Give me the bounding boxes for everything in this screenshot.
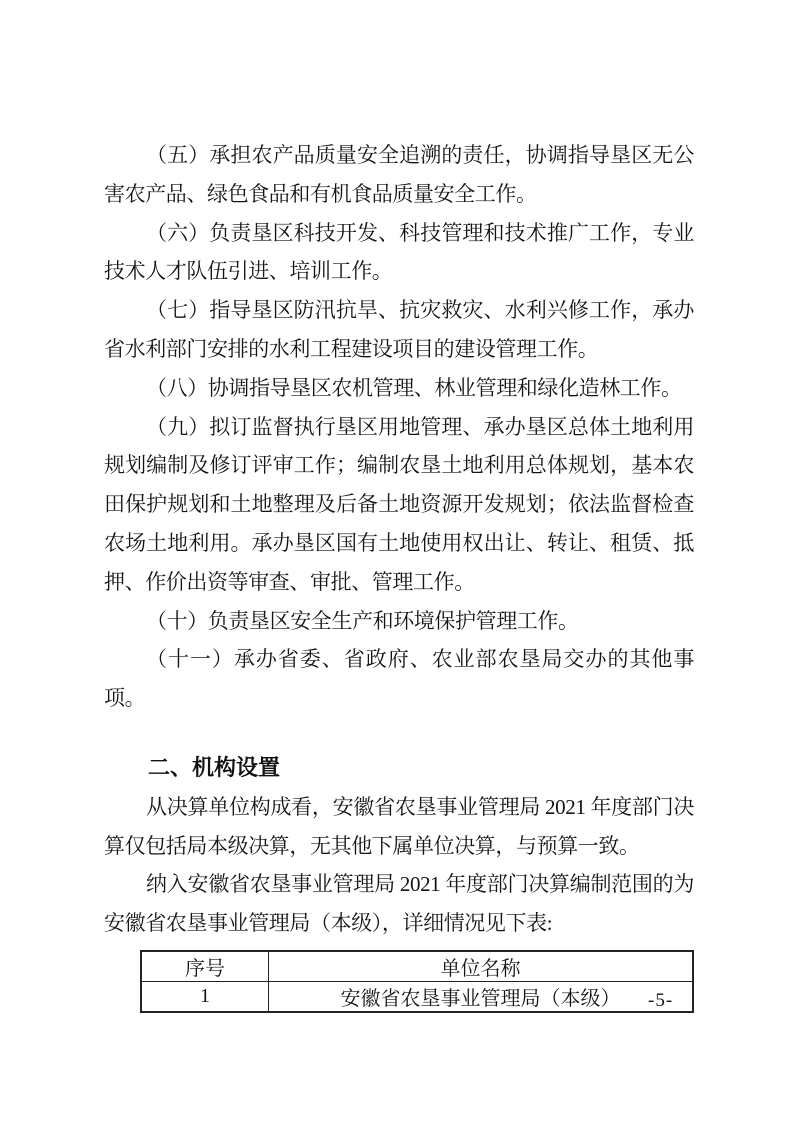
section-heading-organization: 二、机构设置 <box>148 754 281 780</box>
duty-paragraph-11: （十一）承办省委、省政府、农业部农垦局交办的其他事项。 <box>104 647 694 711</box>
duty-paragraph-7: （七）指导垦区防汛抗旱、抗灾救灾、水利兴修工作，承办省水利部门安排的水利工程建设项目的建设管理工作。 <box>104 298 694 361</box>
duty-paragraph-5: （五）承担农产品质量安全追溯的责任，协调指导垦区无公害农产品、绿色食品和有机食品质量安全工作。 <box>104 143 694 206</box>
duty-paragraph-10: （十）负责垦区安全生产和环境保护管理工作。 <box>146 608 579 633</box>
organization-paragraph-2: 纳入安徽省农垦事业管理局 2021 年度部门决算编制范围的为安徽省农垦事业管理局（本级），详细情况见下表: <box>104 872 694 936</box>
table-row <box>141 981 693 1012</box>
page-number: -5- <box>648 990 674 1011</box>
duty-paragraph-6: （六）负责垦区科技开发、科技管理和技术推广工作，专业技术人才队伍引进、培训工作。 <box>104 220 694 284</box>
table-header-unit-name: 单位名称 <box>269 951 694 982</box>
unit-table-header-row <box>141 951 693 982</box>
organization-paragraph-1: 从决算单位构成看，安徽省农垦事业管理局 2021 年度部门决算仅包括局本级决算，无其他下属单位决算，与预算一致。 <box>104 794 694 858</box>
table-cell-unit-name: 安徽省农垦事业管理局（本级） <box>269 981 694 1012</box>
duty-paragraph-8: （八）协调指导垦区农机管理、林业管理和绿化造林工作。 <box>146 375 682 400</box>
unit-table <box>140 950 694 1013</box>
duty-paragraph-9: （九）拟订监督执行垦区用地管理、承办垦区总体土地利用规划编制及修订评审工作；编制农垦土地利用总体规划，基本农田保护规划和土地整理及后备土地资源开发规划；依法监督检查农场土地利用。承办垦区国有土地使用权出让、转让、租赁、抵押、作价出资等审查、审批、管理工作。 <box>104 414 694 594</box>
table-header-index: 序号 <box>141 951 269 982</box>
table-cell-index: 1 <box>141 981 269 1012</box>
document-content <box>104 136 694 1013</box>
